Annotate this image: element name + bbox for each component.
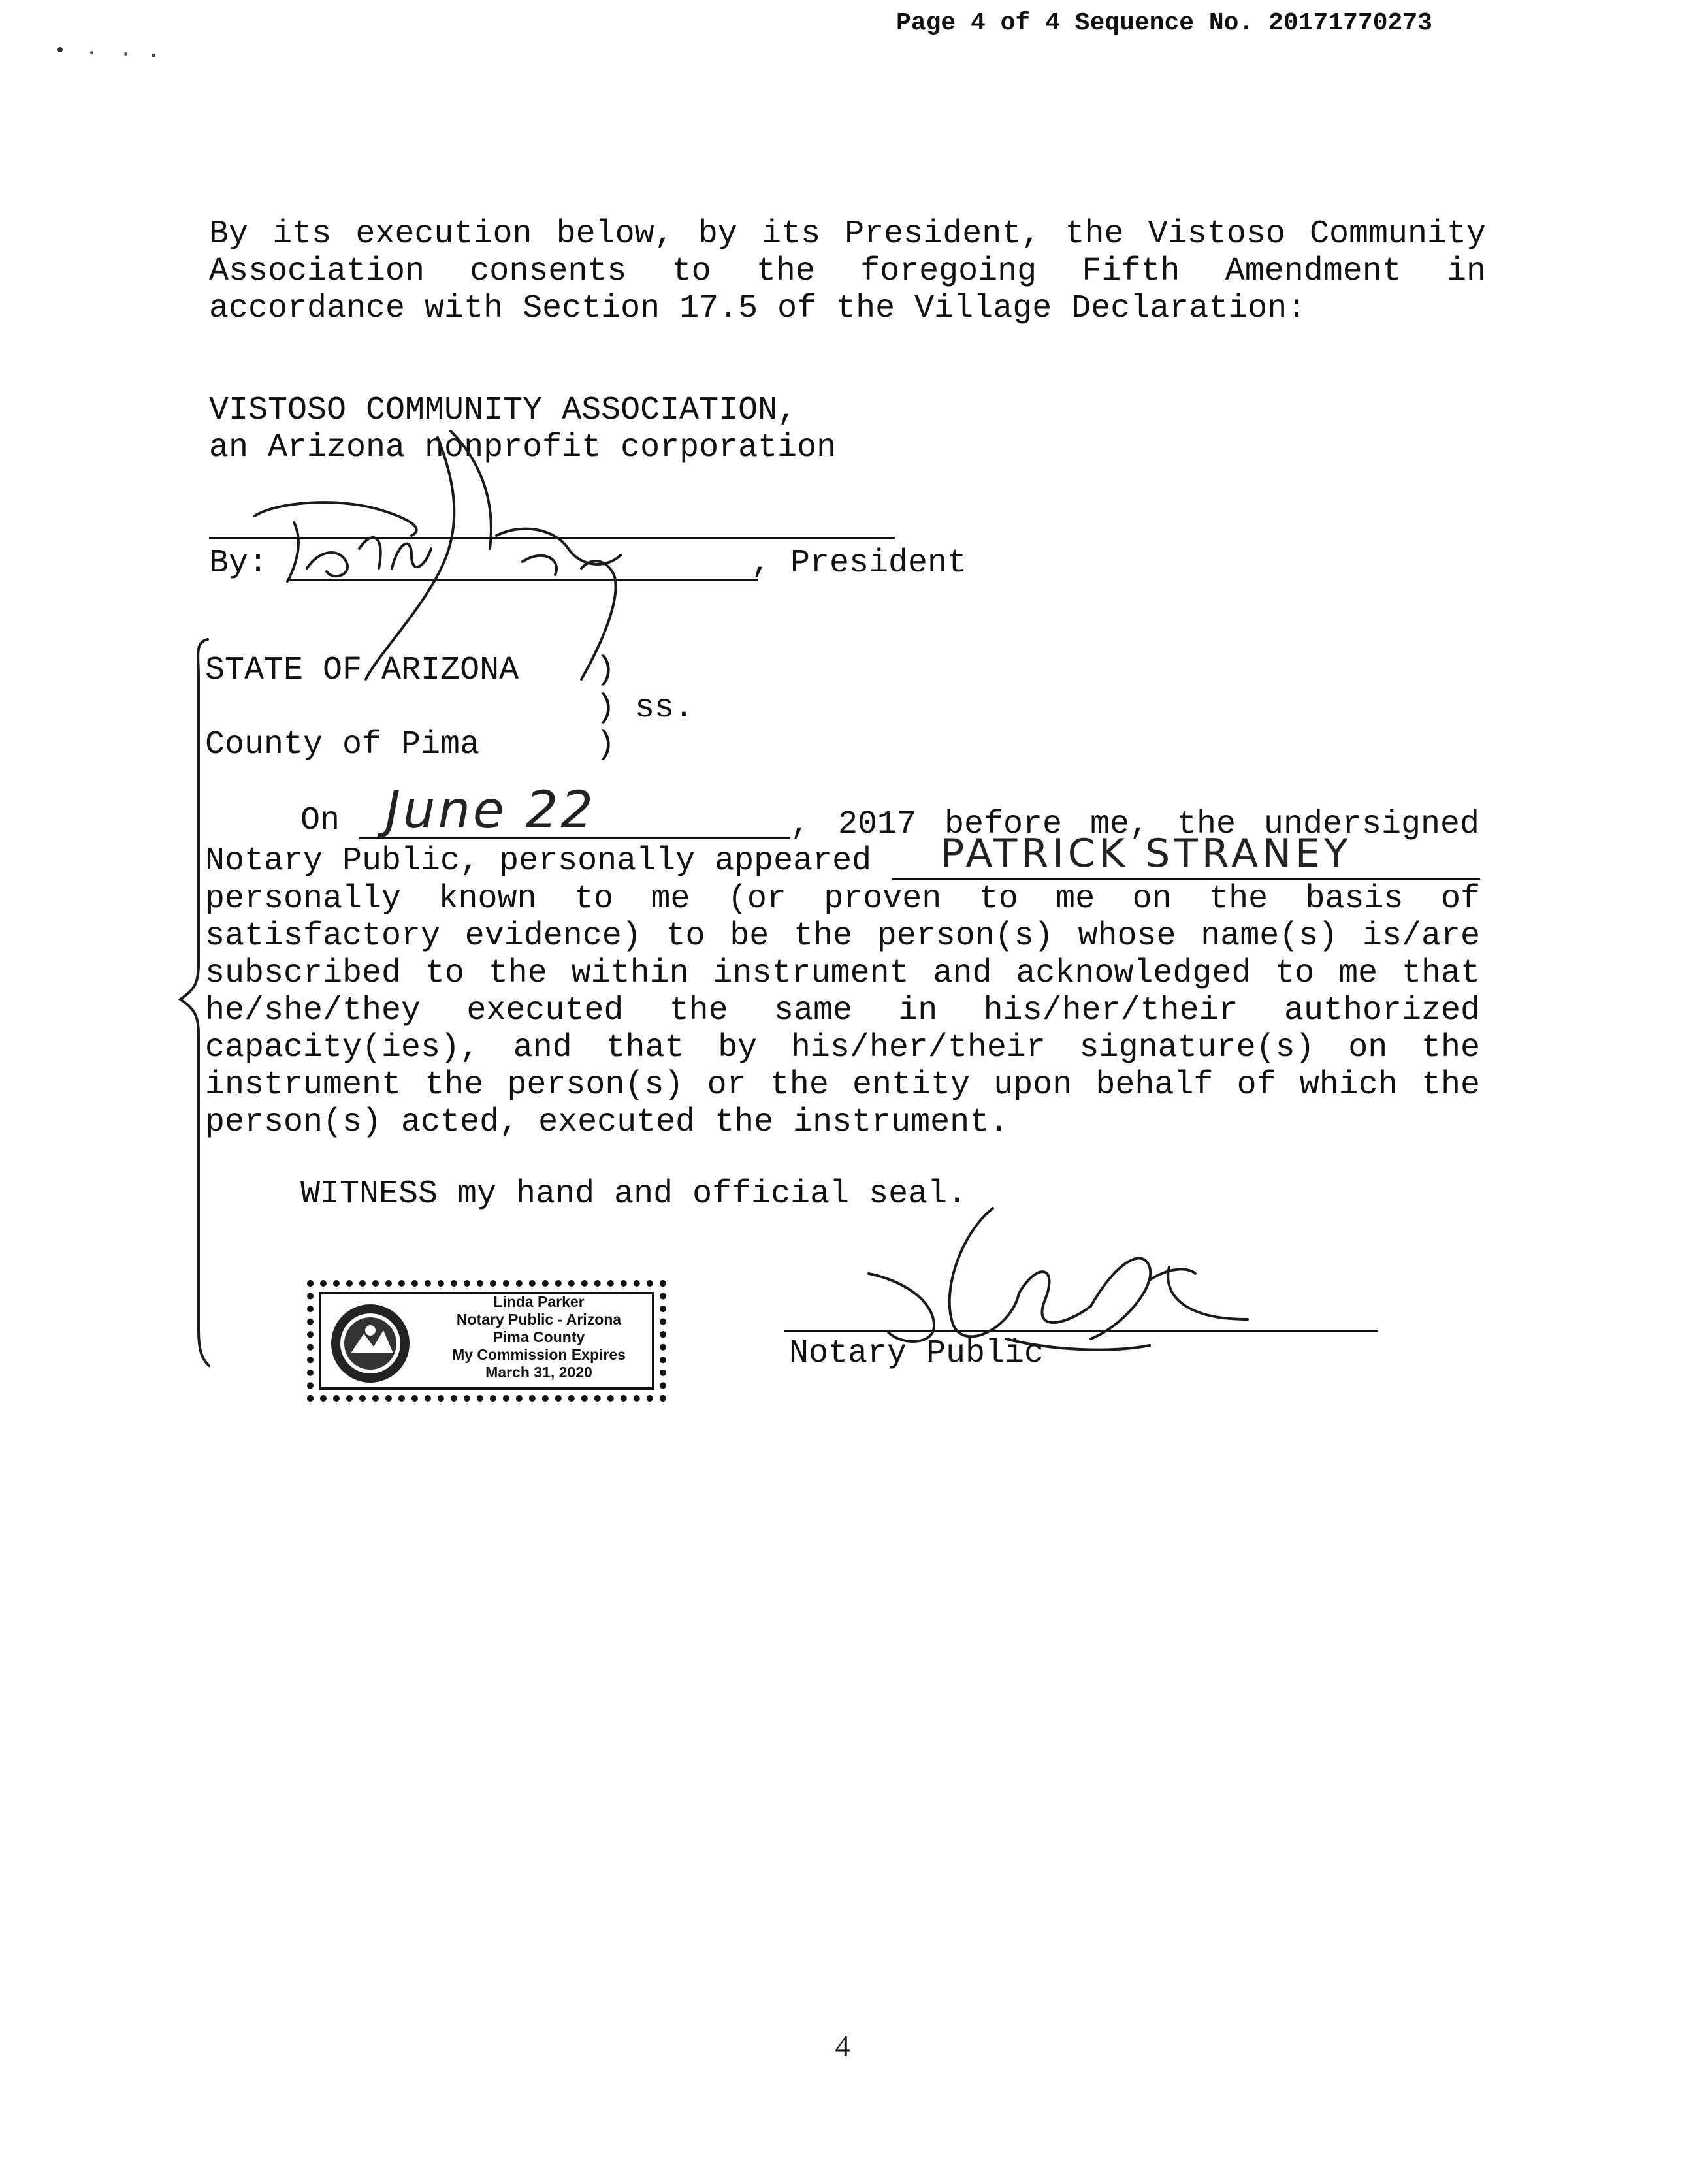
by-label: By: — [209, 545, 268, 582]
notary-date-handwritten: June 22 — [385, 781, 596, 840]
stamp-line: Linda Parker — [493, 1293, 585, 1310]
witness-text: WITNESS my hand and official seal. — [300, 1176, 967, 1213]
notary-appeared-name-handwritten: PATRICK STRANEY — [941, 831, 1352, 876]
notary-line1: , 2017 before me, the undersigned — [790, 806, 1479, 843]
stamp-line: Notary Public - Arizona — [456, 1311, 622, 1328]
notary-signature-icon — [843, 1195, 1274, 1365]
president-title: , President — [751, 545, 967, 582]
statement-line: person(s) acted, executed the instrument. — [205, 1104, 1009, 1141]
statement-line: capacity(ies), and that by his/her/their signature(s) on the — [205, 1029, 1480, 1067]
statement-line: satisfactory evidence) to be the person(s) whose name(s) is/are — [205, 918, 1480, 955]
statement-line: instrument the person(s) or the entity upon behalf of which the — [205, 1067, 1480, 1104]
consent-line: Association consents to the foregoing Fifth Amendment in — [209, 253, 1486, 290]
statement-line: subscribed to the within instrument and acknowledged to me that — [205, 955, 1480, 992]
consent-line: accordance with Section 17.5 of the Village Declaration: — [209, 290, 1307, 327]
consent-paragraph — [209, 216, 1486, 327]
scan-speck — [90, 51, 93, 54]
venue-ss: ) ss. — [596, 690, 694, 727]
consent-line: By its execution below, by its President, the Vistoso Community — [209, 216, 1486, 253]
name-blank-line — [892, 878, 1480, 880]
statement-line: he/she/they executed the same in his/her/their authorized — [205, 992, 1480, 1029]
page-sequence-header: Page 4 of 4 Sequence No. 20171770273 — [896, 9, 1432, 37]
scan-speck — [57, 47, 63, 52]
arizona-seal-icon — [328, 1301, 413, 1386]
notary-on: On — [300, 802, 340, 839]
scan-speck — [152, 54, 155, 57]
stamp-line: Pima County — [492, 1328, 585, 1345]
statement-line: personally known to me (or proven to me on the basis of — [205, 880, 1480, 918]
stamp-line: March 31, 2020 — [485, 1364, 592, 1381]
notary-stamp — [307, 1280, 666, 1402]
notary-public-label: Notary Public — [789, 1335, 1044, 1372]
notary-statement-body — [205, 880, 1480, 1141]
page-number: 4 — [835, 2029, 850, 2063]
notary-line2: Notary Public, personally appeared — [205, 843, 872, 880]
scan-speck — [124, 52, 127, 56]
entity-type: an Arizona nonprofit corporation — [209, 429, 837, 466]
venue-state: STATE OF ARIZONA — [205, 652, 519, 689]
venue-county: County of Pima — [205, 726, 480, 763]
venue-paren: ) — [596, 652, 616, 689]
stamp-line: My Commission Expires — [452, 1346, 626, 1363]
venue-paren: ) — [596, 726, 616, 763]
entity-name: VISTOSO COMMUNITY ASSOCIATION, — [209, 392, 798, 429]
